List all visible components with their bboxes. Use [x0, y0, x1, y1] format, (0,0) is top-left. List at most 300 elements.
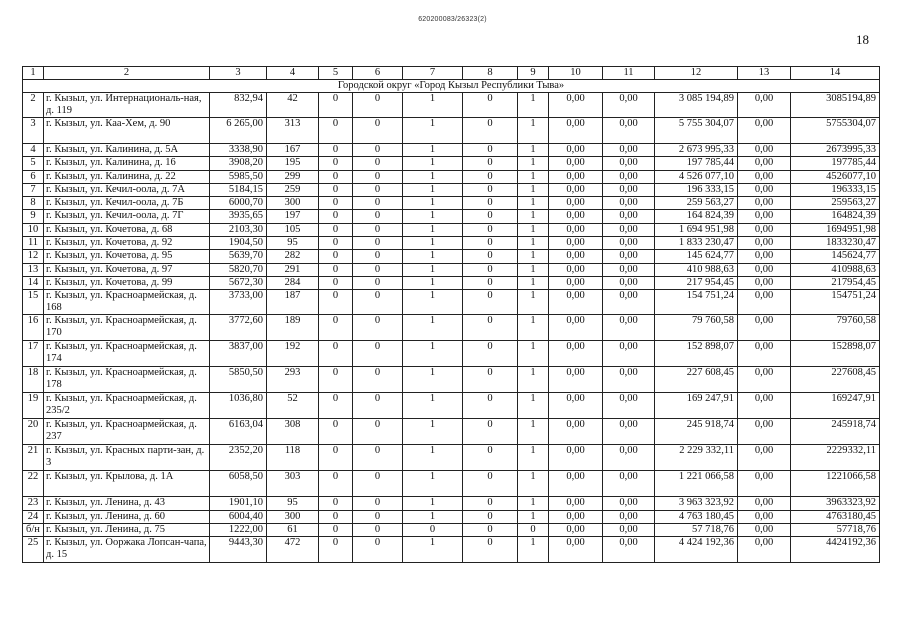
- cell-area: 6004,40: [210, 510, 267, 523]
- cell-total: 154751,24: [791, 290, 880, 315]
- cell-col13: 0,00: [738, 341, 791, 367]
- cell-col9: 1: [518, 445, 549, 471]
- cell-col6: 0: [353, 367, 403, 393]
- cell-col13: 0,00: [738, 210, 791, 223]
- cell-col9: 1: [518, 237, 549, 250]
- cell-col5: 0: [319, 419, 353, 445]
- cell-col9: 1: [518, 118, 549, 144]
- table-row: [23, 523, 880, 536]
- cell-area: 6000,70: [210, 197, 267, 210]
- cell-address: г. Кызыл, ул. Красноармейская, д. 178: [44, 367, 210, 393]
- cell-row-number: 9: [23, 210, 44, 223]
- cell-row-number: 6: [23, 170, 44, 183]
- cell-total: 1833230,47: [791, 237, 880, 250]
- cell-col5: 0: [319, 510, 353, 523]
- cell-col9: 1: [518, 144, 549, 157]
- cell-total: 1221066,58: [791, 471, 880, 497]
- cell-amount: 1 833 230,47: [655, 237, 738, 250]
- cell-col5: 0: [319, 367, 353, 393]
- cell-col5: 0: [319, 118, 353, 144]
- cell-total: 2673995,33: [791, 144, 880, 157]
- cell-col13: 0,00: [738, 118, 791, 144]
- cell-residents: 303: [267, 471, 319, 497]
- cell-col13: 0,00: [738, 315, 791, 341]
- cell-col5: 0: [319, 537, 353, 563]
- cell-col13: 0,00: [738, 250, 791, 263]
- cell-col11: 0,00: [603, 183, 655, 196]
- cell-col10: 0,00: [549, 223, 603, 236]
- cell-area: 5820,70: [210, 263, 267, 276]
- cell-amount: 4 526 077,10: [655, 170, 738, 183]
- table-row: [23, 93, 880, 118]
- cell-col8: 0: [463, 170, 518, 183]
- cell-col6: 0: [353, 419, 403, 445]
- cell-amount: 154 751,24: [655, 290, 738, 315]
- cell-col7: 1: [403, 183, 463, 196]
- cell-total: 4424192,36: [791, 537, 880, 563]
- cell-address: г. Кызыл, ул. Калинина, д. 22: [44, 170, 210, 183]
- cell-residents: 299: [267, 170, 319, 183]
- cell-area: 1904,50: [210, 237, 267, 250]
- cell-col7: 1: [403, 197, 463, 210]
- cell-col13: 0,00: [738, 237, 791, 250]
- cell-col7: 1: [403, 510, 463, 523]
- cell-total: 169247,91: [791, 393, 880, 419]
- cell-residents: 118: [267, 445, 319, 471]
- cell-residents: 61: [267, 523, 319, 536]
- cell-col6: 0: [353, 537, 403, 563]
- table-row: [23, 118, 880, 144]
- cell-residents: 197: [267, 210, 319, 223]
- cell-col10: 0,00: [549, 250, 603, 263]
- cell-col7: 1: [403, 341, 463, 367]
- cell-col8: 0: [463, 497, 518, 510]
- cell-col5: 0: [319, 170, 353, 183]
- cell-area: 3935,65: [210, 210, 267, 223]
- cell-area: 6163,04: [210, 419, 267, 445]
- cell-area: 5672,30: [210, 276, 267, 289]
- cell-col11: 0,00: [603, 210, 655, 223]
- cell-col7: 1: [403, 263, 463, 276]
- cell-col10: 0,00: [549, 170, 603, 183]
- cell-col6: 0: [353, 290, 403, 315]
- cell-total: 79760,58: [791, 315, 880, 341]
- cell-col5: 0: [319, 471, 353, 497]
- cell-col6: 0: [353, 510, 403, 523]
- cell-col11: 0,00: [603, 93, 655, 118]
- cell-col8: 0: [463, 367, 518, 393]
- cell-col9: 1: [518, 170, 549, 183]
- cell-total: 3085194,89: [791, 93, 880, 118]
- cell-col13: 0,00: [738, 523, 791, 536]
- table-row: [23, 315, 880, 341]
- column-number-row: [23, 67, 880, 80]
- cell-col6: 0: [353, 144, 403, 157]
- cell-row-number: 4: [23, 144, 44, 157]
- cell-col11: 0,00: [603, 367, 655, 393]
- cell-area: 832,94: [210, 93, 267, 118]
- cell-total: 217954,45: [791, 276, 880, 289]
- cell-col13: 0,00: [738, 276, 791, 289]
- cell-area: 6 265,00: [210, 118, 267, 144]
- cell-total: 245918,74: [791, 419, 880, 445]
- table-row: [23, 367, 880, 393]
- cell-address: г. Кызыл, ул. Интернациональ-ная, д. 119: [44, 93, 210, 118]
- cell-row-number: 11: [23, 237, 44, 250]
- cell-address: г. Кызыл, ул. Кочетова, д. 95: [44, 250, 210, 263]
- cell-col10: 0,00: [549, 497, 603, 510]
- cell-row-number: б/н: [23, 523, 44, 536]
- table-row: [23, 419, 880, 445]
- cell-col6: 0: [353, 210, 403, 223]
- cell-address: г. Кызыл, ул. Калинина, д. 16: [44, 157, 210, 170]
- cell-row-number: 10: [23, 223, 44, 236]
- cell-col9: 1: [518, 315, 549, 341]
- cell-residents: 313: [267, 118, 319, 144]
- cell-col6: 0: [353, 223, 403, 236]
- cell-col10: 0,00: [549, 197, 603, 210]
- table-row: [23, 144, 880, 157]
- cell-col7: 1: [403, 290, 463, 315]
- cell-row-number: 19: [23, 393, 44, 419]
- cell-col9: 1: [518, 210, 549, 223]
- cell-col7: 1: [403, 144, 463, 157]
- cell-residents: 259: [267, 183, 319, 196]
- cell-col9: 1: [518, 223, 549, 236]
- cell-amount: 245 918,74: [655, 419, 738, 445]
- cell-col8: 0: [463, 290, 518, 315]
- cell-address: г. Кызыл, ул. Ленина, д. 75: [44, 523, 210, 536]
- cell-row-number: 2: [23, 93, 44, 118]
- cell-amount: 2 229 332,11: [655, 445, 738, 471]
- cell-total: 4763180,45: [791, 510, 880, 523]
- table-row: [23, 197, 880, 210]
- cell-col9: 1: [518, 471, 549, 497]
- cell-row-number: 18: [23, 367, 44, 393]
- cell-col13: 0,00: [738, 197, 791, 210]
- cell-residents: 95: [267, 237, 319, 250]
- column-header: 3: [210, 67, 267, 80]
- cell-col9: 1: [518, 183, 549, 196]
- cell-total: 196333,15: [791, 183, 880, 196]
- cell-col5: 0: [319, 276, 353, 289]
- cell-col11: 0,00: [603, 290, 655, 315]
- cell-residents: 187: [267, 290, 319, 315]
- cell-total: 152898,07: [791, 341, 880, 367]
- cell-amount: 1 694 951,98: [655, 223, 738, 236]
- cell-col8: 0: [463, 250, 518, 263]
- cell-address: г. Кызыл, ул. Красноармейская, д. 235/2: [44, 393, 210, 419]
- cell-col5: 0: [319, 237, 353, 250]
- cell-col11: 0,00: [603, 250, 655, 263]
- cell-amount: 227 608,45: [655, 367, 738, 393]
- cell-residents: 293: [267, 367, 319, 393]
- cell-address: г. Кызыл, ул. Кочетова, д. 68: [44, 223, 210, 236]
- cell-col5: 0: [319, 210, 353, 223]
- cell-total: 227608,45: [791, 367, 880, 393]
- cell-col13: 0,00: [738, 471, 791, 497]
- cell-total: 197785,44: [791, 157, 880, 170]
- cell-col7: 1: [403, 315, 463, 341]
- column-header: 13: [738, 67, 791, 80]
- cell-col6: 0: [353, 523, 403, 536]
- cell-col8: 0: [463, 523, 518, 536]
- cell-col10: 0,00: [549, 510, 603, 523]
- cell-amount: 4 763 180,45: [655, 510, 738, 523]
- cell-total: 4526077,10: [791, 170, 880, 183]
- cell-col7: 1: [403, 445, 463, 471]
- cell-col10: 0,00: [549, 393, 603, 419]
- table-row: [23, 276, 880, 289]
- cell-amount: 196 333,15: [655, 183, 738, 196]
- cell-area: 1222,00: [210, 523, 267, 536]
- cell-residents: 167: [267, 144, 319, 157]
- cell-col10: 0,00: [549, 367, 603, 393]
- cell-area: 3908,20: [210, 157, 267, 170]
- cell-row-number: 25: [23, 537, 44, 563]
- cell-col11: 0,00: [603, 523, 655, 536]
- cell-col7: 1: [403, 170, 463, 183]
- cell-col7: 1: [403, 471, 463, 497]
- cell-col6: 0: [353, 197, 403, 210]
- cell-col11: 0,00: [603, 510, 655, 523]
- cell-col9: 1: [518, 157, 549, 170]
- column-header: 10: [549, 67, 603, 80]
- cell-col10: 0,00: [549, 445, 603, 471]
- cell-amount: 152 898,07: [655, 341, 738, 367]
- cell-col6: 0: [353, 445, 403, 471]
- table-row: [23, 170, 880, 183]
- cell-col11: 0,00: [603, 144, 655, 157]
- cell-col11: 0,00: [603, 118, 655, 144]
- cell-row-number: 16: [23, 315, 44, 341]
- cell-col10: 0,00: [549, 419, 603, 445]
- cell-total: 2229332,11: [791, 445, 880, 471]
- cell-amount: 79 760,58: [655, 315, 738, 341]
- cell-address: г. Кызыл, ул. Кочетова, д. 97: [44, 263, 210, 276]
- cell-residents: 52: [267, 393, 319, 419]
- cell-address: г. Кызыл, ул. Красноармейская, д. 168: [44, 290, 210, 315]
- cell-col13: 0,00: [738, 393, 791, 419]
- cell-address: г. Кызыл, ул. Калинина, д. 5А: [44, 144, 210, 157]
- cell-address: г. Кызыл, ул. Кочетова, д. 99: [44, 276, 210, 289]
- cell-col8: 0: [463, 223, 518, 236]
- cell-col7: 1: [403, 419, 463, 445]
- cell-row-number: 3: [23, 118, 44, 144]
- table-row: [23, 250, 880, 263]
- cell-col6: 0: [353, 393, 403, 419]
- cell-col6: 0: [353, 157, 403, 170]
- column-header: 14: [791, 67, 880, 80]
- cell-area: 3733,00: [210, 290, 267, 315]
- table-row: [23, 497, 880, 510]
- cell-col13: 0,00: [738, 419, 791, 445]
- cell-row-number: 14: [23, 276, 44, 289]
- cell-amount: 5 755 304,07: [655, 118, 738, 144]
- cell-residents: 95: [267, 497, 319, 510]
- column-header: 2: [44, 67, 210, 80]
- cell-col6: 0: [353, 183, 403, 196]
- cell-col11: 0,00: [603, 276, 655, 289]
- document-code: 620200083/26323(2): [418, 16, 487, 23]
- cell-col5: 0: [319, 290, 353, 315]
- cell-amount: 2 673 995,33: [655, 144, 738, 157]
- cell-total: 145624,77: [791, 250, 880, 263]
- cell-col5: 0: [319, 263, 353, 276]
- cell-col7: 1: [403, 276, 463, 289]
- cell-col11: 0,00: [603, 537, 655, 563]
- cell-residents: 42: [267, 93, 319, 118]
- cell-residents: 105: [267, 223, 319, 236]
- column-header: 4: [267, 67, 319, 80]
- column-header: 1: [23, 67, 44, 80]
- cell-row-number: 15: [23, 290, 44, 315]
- cell-col8: 0: [463, 537, 518, 563]
- cell-col9: 1: [518, 497, 549, 510]
- cell-col7: 1: [403, 223, 463, 236]
- cell-col11: 0,00: [603, 197, 655, 210]
- cell-row-number: 23: [23, 497, 44, 510]
- cell-col8: 0: [463, 276, 518, 289]
- cell-col9: 1: [518, 276, 549, 289]
- cell-address: г. Кызыл, ул. Красноармейская, д. 237: [44, 419, 210, 445]
- cell-col6: 0: [353, 118, 403, 144]
- cell-area: 5639,70: [210, 250, 267, 263]
- cell-residents: 300: [267, 197, 319, 210]
- cell-col7: 1: [403, 497, 463, 510]
- cell-residents: 282: [267, 250, 319, 263]
- cell-total: 259563,27: [791, 197, 880, 210]
- cell-area: 3772,60: [210, 315, 267, 341]
- cell-col11: 0,00: [603, 237, 655, 250]
- cell-col11: 0,00: [603, 419, 655, 445]
- cell-col8: 0: [463, 183, 518, 196]
- cell-col6: 0: [353, 471, 403, 497]
- cell-col11: 0,00: [603, 263, 655, 276]
- cell-col13: 0,00: [738, 157, 791, 170]
- table-row: [23, 393, 880, 419]
- cell-col9: 1: [518, 367, 549, 393]
- cell-col8: 0: [463, 315, 518, 341]
- cell-col13: 0,00: [738, 170, 791, 183]
- table-row: [23, 210, 880, 223]
- cell-area: 2352,20: [210, 445, 267, 471]
- housing-data-table: [22, 66, 880, 563]
- cell-address: г. Кызыл, ул. Крылова, д. 1А: [44, 471, 210, 497]
- cell-col7: 1: [403, 210, 463, 223]
- cell-col5: 0: [319, 315, 353, 341]
- cell-row-number: 20: [23, 419, 44, 445]
- cell-residents: 300: [267, 510, 319, 523]
- cell-address: г. Кызыл, ул. Кочетова, д. 92: [44, 237, 210, 250]
- cell-row-number: 13: [23, 263, 44, 276]
- table-row: [23, 510, 880, 523]
- cell-amount: 259 563,27: [655, 197, 738, 210]
- cell-col5: 0: [319, 223, 353, 236]
- cell-col10: 0,00: [549, 93, 603, 118]
- cell-row-number: 24: [23, 510, 44, 523]
- table-row: [23, 157, 880, 170]
- cell-col11: 0,00: [603, 170, 655, 183]
- cell-col8: 0: [463, 471, 518, 497]
- cell-col13: 0,00: [738, 144, 791, 157]
- cell-col13: 0,00: [738, 183, 791, 196]
- cell-col6: 0: [353, 237, 403, 250]
- cell-amount: 217 954,45: [655, 276, 738, 289]
- table-row: [23, 341, 880, 367]
- column-header: 6: [353, 67, 403, 80]
- cell-col9: 1: [518, 93, 549, 118]
- cell-col5: 0: [319, 393, 353, 419]
- cell-col8: 0: [463, 157, 518, 170]
- table-row: [23, 223, 880, 236]
- cell-row-number: 21: [23, 445, 44, 471]
- cell-col10: 0,00: [549, 341, 603, 367]
- cell-col9: 1: [518, 290, 549, 315]
- cell-amount: 145 624,77: [655, 250, 738, 263]
- cell-col8: 0: [463, 393, 518, 419]
- cell-col5: 0: [319, 445, 353, 471]
- cell-col10: 0,00: [549, 237, 603, 250]
- cell-col8: 0: [463, 93, 518, 118]
- cell-col10: 0,00: [549, 157, 603, 170]
- cell-col8: 0: [463, 510, 518, 523]
- cell-col8: 0: [463, 144, 518, 157]
- cell-col9: 1: [518, 419, 549, 445]
- cell-col13: 0,00: [738, 510, 791, 523]
- cell-col8: 0: [463, 263, 518, 276]
- cell-col13: 0,00: [738, 223, 791, 236]
- cell-address: г. Кызыл, ул. Красноармейская, д. 174: [44, 341, 210, 367]
- cell-col6: 0: [353, 263, 403, 276]
- cell-area: 5850,50: [210, 367, 267, 393]
- cell-col7: 1: [403, 157, 463, 170]
- cell-col9: 1: [518, 341, 549, 367]
- cell-area: 3338,90: [210, 144, 267, 157]
- cell-col9: 1: [518, 510, 549, 523]
- cell-col9: 1: [518, 263, 549, 276]
- cell-col13: 0,00: [738, 445, 791, 471]
- cell-col10: 0,00: [549, 471, 603, 497]
- cell-col10: 0,00: [549, 118, 603, 144]
- column-header: 11: [603, 67, 655, 80]
- cell-col5: 0: [319, 183, 353, 196]
- table-row: [23, 263, 880, 276]
- table-row: [23, 183, 880, 196]
- cell-col11: 0,00: [603, 223, 655, 236]
- cell-col5: 0: [319, 197, 353, 210]
- table-row: [23, 537, 880, 563]
- cell-total: 57718,76: [791, 523, 880, 536]
- cell-address: г. Кызыл, ул. Ленина, д. 60: [44, 510, 210, 523]
- cell-area: 1036,80: [210, 393, 267, 419]
- cell-col11: 0,00: [603, 157, 655, 170]
- cell-col8: 0: [463, 118, 518, 144]
- cell-col8: 0: [463, 197, 518, 210]
- cell-address: г. Кызыл, ул. Ооржака Лопсан-чапа, д. 15: [44, 537, 210, 563]
- cell-row-number: 12: [23, 250, 44, 263]
- cell-col13: 0,00: [738, 290, 791, 315]
- cell-amount: 3 963 323,92: [655, 497, 738, 510]
- cell-col7: 1: [403, 537, 463, 563]
- cell-col6: 0: [353, 497, 403, 510]
- cell-row-number: 22: [23, 471, 44, 497]
- cell-col6: 0: [353, 315, 403, 341]
- cell-area: 6058,50: [210, 471, 267, 497]
- cell-col10: 0,00: [549, 210, 603, 223]
- cell-col5: 0: [319, 250, 353, 263]
- column-header: 8: [463, 67, 518, 80]
